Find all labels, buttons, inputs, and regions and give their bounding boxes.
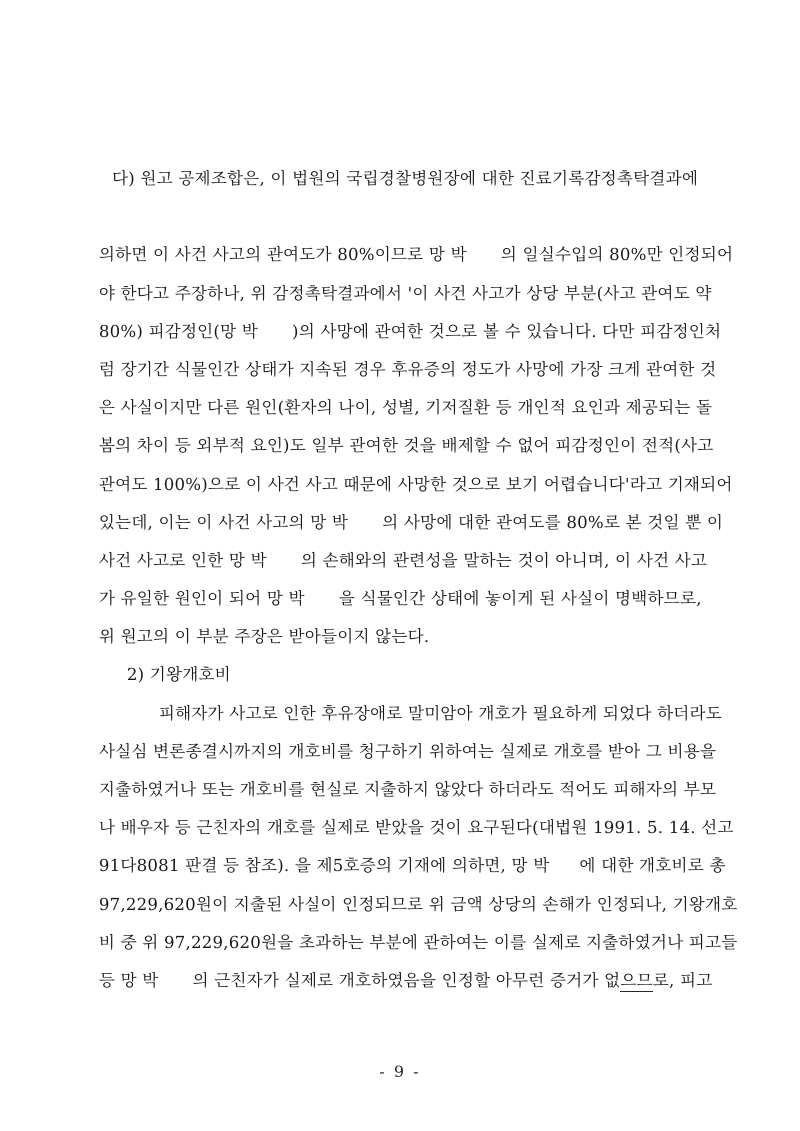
text-line	[66, 427, 734, 494]
line-text: 다) 원고 공제조합은, 이 법원의 국립경찰병원장에 대한 진료기록감정촉탁결과에	[112, 169, 699, 188]
line-text-part: 등 망 박	[98, 970, 159, 990]
text-line	[66, 236, 734, 303]
section-heading-label: 2) 기왕개호비	[126, 665, 231, 685]
line-text-part: 80%) 피감정인(망 박	[98, 321, 259, 341]
text-line	[66, 733, 734, 800]
line-text-part: 가 유일한 원인이 되어 망 박	[98, 589, 305, 609]
line-text-part: 에 대한 개호비로 총	[579, 856, 726, 876]
text-line	[66, 809, 734, 876]
page-number	[0, 1062, 800, 1081]
line-text-part: 의 근친자가 실제로 개호하였음을 인정할 아무런 증거가 없	[192, 970, 621, 990]
section-heading	[66, 618, 734, 685]
line-text: 피해자가 사고로 인한 후유장애로 말미암아 개호가 필요하게 되었다 하더라도	[158, 703, 723, 723]
text-line	[66, 771, 734, 838]
line-text: 지출하였거나 또는 개호비를 현실로 지출하지 않았다 하더라도 적어도 피해자의 부모	[98, 780, 717, 800]
text-line	[66, 504, 734, 570]
text-line	[66, 695, 734, 761]
text-line	[66, 924, 734, 990]
document-body	[66, 160, 738, 990]
line-text: 비 중 위 97,229,620원을 초과하는 부분에 관하여는 이를 실제로 지출하였거나 피고들	[98, 932, 738, 952]
text-line	[66, 886, 738, 952]
line-text-part: 사건 사고로 인한 망 박	[98, 550, 267, 570]
text-line	[66, 160, 734, 198]
text-line	[66, 198, 734, 265]
text-line	[66, 847, 738, 914]
underlined-text: 으므	[620, 970, 653, 990]
line-text: 럼 장기간 식물인간 상태가 지속된 경우 후유증의 정도가 사망에 가장 크게 관여한 것	[98, 359, 717, 379]
line-text: 위 원고의 이 부분 주장은 받아들이지 않는다.	[98, 627, 430, 647]
line-text-part: )의 사망에 관여한 것으로 볼 수 있습니다. 다만 피감정인처	[292, 321, 722, 341]
line-text-part: 의하면 이 사건 사고의 관여도가 80%이므로 망 박	[98, 245, 467, 265]
line-text-part: 의 손해와의 관련성을 말하는 것이 아니며, 이 사건 사고	[300, 550, 708, 570]
line-text-part: 있는데, 이는 이 사건 사고의 망 박	[98, 512, 349, 532]
text-line	[66, 580, 734, 647]
text-line	[66, 656, 734, 723]
line-text-part: 91다8081 판결 등 참조). 을 제5호증의 기재에 의하면, 망 박	[98, 856, 550, 876]
page-number-label: - 9 -	[379, 1062, 421, 1081]
line-text: 관여도 100%)으로 이 사건 사고 때문에 사망한 것으로 보기 어렵습니다'라고 기재되어	[98, 474, 733, 494]
text-line	[66, 313, 734, 379]
text-line	[66, 466, 734, 532]
line-text: 사실심 변론종결시까지의 개호비를 청구하기 위하여는 실제로 개호를 받아 그 비용을	[98, 741, 717, 761]
text-line	[66, 275, 734, 341]
line-text-part: 의 일실수입의 80%만 인정되어	[500, 245, 734, 265]
line-text-part: 을 식물인간 상태에 놓이게 된 사실이 명백하므로,	[338, 589, 702, 609]
text-line	[66, 351, 734, 418]
line-text: 은 사실이지만 다른 원인(환자의 나이, 성별, 기저질환 등 개인적 요인과 제공되는 돌	[98, 398, 713, 418]
line-text: 97,229,620원이 지출된 사실이 인정되므로 위 금액 상당의 손해가 인정되나, 기왕개호	[98, 894, 738, 914]
line-text-part: 의 사망에 대한 관여도를 80%로 본 것일 뿐 이	[382, 512, 724, 532]
line-text-part: 로, 피고	[652, 970, 713, 990]
line-text: 야 한다고 주장하나, 위 감정촉탁결과에서 '이 사건 사고가 상당 부분(사고 관여도 약	[98, 283, 712, 303]
text-line	[66, 389, 734, 456]
text-line	[66, 542, 734, 609]
line-text: 나 배우자 등 근친자의 개호를 실제로 받았을 것이 요구된다(대법원 1991. 5. 14. 선고	[98, 818, 734, 838]
line-text: 봄의 차이 등 외부적 요인)도 일부 관여한 것을 배제할 수 없어 피감정인이 전적(사고	[98, 436, 714, 456]
